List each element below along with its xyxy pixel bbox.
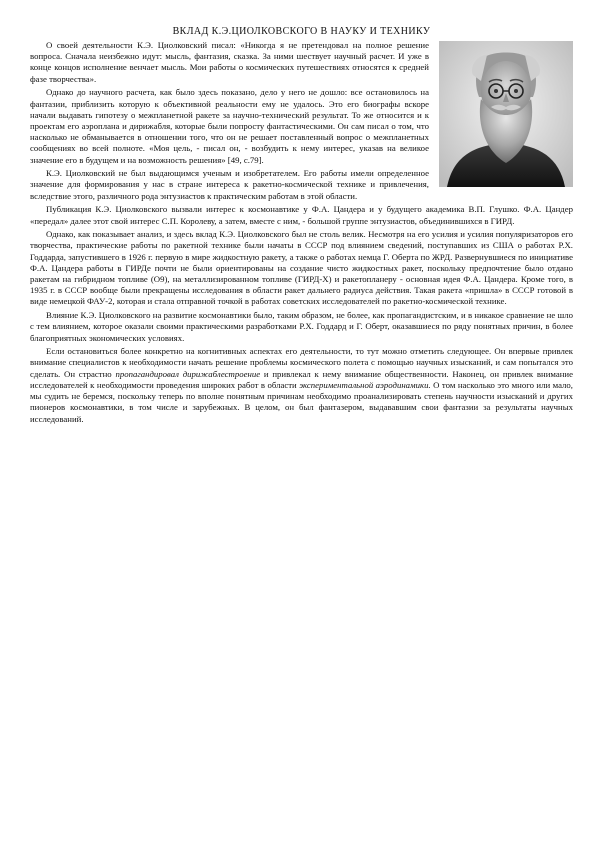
emphasis-airship: пропагандировал дирижаблестроение — [115, 368, 261, 379]
emphasis-aerodynamics: экспериментальной аэродинамики. — [299, 379, 431, 390]
paragraph-3: К.Э. Циолковский не был выдающимся ученым и изобретателем. Его работы имели определенное значение для формирования у нас в стране интереса к ракетно-космической технике и привлечения, вследствие этого, различного рода энтузиастов к практическим работам в этой области. — [30, 168, 429, 201]
paragraph-7-text-c: О том насколько это много или мало, мы судить не беремся, поскольку теперь по вполне понятным причинам необходимо проанализировать степень научности изысканий и других пионеров космонавтики, в том числе и зарубежных. В целом, он был фантазером, выдававшим свои фантазии за результаты научных исследований. — [30, 379, 573, 424]
paragraph-4: Публикация К.Э. Циолковского вызвали интерес к космонавтике у Ф.А. Цандера и у будущего академика В.П. Глушко. Ф.А. Цандер «передал» далее этот свой интерес С.П. Королеву, а затем, вместе с ним, - большой группе энтузиастов, объединившихся в ГИРД. — [30, 204, 573, 226]
paragraph-1: О своей деятельности К.Э. Циолковский писал: «Никогда я не претендовал на полное решение вопроса. Сначала неизбежно идут: мысль, фантазия, сказка. За ними шествует научный расчет. И уже в конце концов исполнение венчает мысль. Мои работы о космических путешествиях относятся к средней фазе творчества». — [30, 40, 429, 84]
paragraph-7-text-b: и привлекал к нему внимание общественности. Наконец, он привлек внимание исследователей к необходимости проведения широких работ в области — [30, 368, 573, 390]
paragraph-7 — [30, 346, 573, 424]
paragraph-7-text-a: Если остановиться более конкретно на когнитивных аспектах его деятельности, то тут можно отметить следующее. Он впервые привлек внимание специалистов к необходимости начать решение проблемы космического полета с помощью научных изысканий, и сам попытался это сделать. Он страстно — [30, 346, 573, 379]
paragraph-6: Влияние К.Э. Циолковского на развитие космонавтики было, таким образом, не более, как пропагандистским, и в никакое сравнение не шло с тем влиянием, которое оказали своими практическими разработками Р.Х. Годдард и Г. Оберт, оказавшиеся по ряду понятных причин, в более благоприятных экономических условиях. — [30, 310, 573, 343]
portrait-photo — [439, 41, 573, 187]
document-title: ВКЛАД К.Э.ЦИОЛКОВСКОГО В НАУКУ И ТЕХНИКУ — [172, 26, 431, 37]
paragraph-5: Однако, как показывает анализ, и здесь вклад К.Э. Циолковского был не столь велик. Несмотря на его усилия и усилия популяризаторов его творчества, практические работы по ракетной технике были начаты в СССР под влиянием сведений, поступавших из США о работах Р.Х. Годдарда, запустившего в 1926 г. первую в мире жидкостную ракету, а также о работах немца Г. Оберта по ЖРД. Развернувшиеся по инициативе Ф.А. Цандера работы в ГИРДе почти не были ориентированы на создание чисто жидкостных ракет, поскольку предпочтение было отдано ракетам на гибридном топливе (О9), на металлизированном топливе (ГИРД-Х) и ракетопланеру - основная идея Ф.А. Цандера. Кроме того, в 1935 г. в СССР вообще были прекращены исследования в области ракет дальнего радиуса действия. Такая ракета «пришла» в СССР готовой в виде немецкой ФАУ-2, которая и стала отправной точкой в работах советских исследователей по ракетно-космической технике. — [30, 229, 573, 307]
paragraph-2: Однако до научного расчета, как было здесь показано, дело у него не дошло: все остановилось на фантазии, приблизить которую к объективной реальности ему не удалось. Это его биографы вскоре начали выдавать гипотезу о межпланетной ракете за научно-технический результат. То же относится и к проектам его аэроплана и дирижабля, которые были попросту фантастическими. Он сам писал о том, что насколько не обманывается в отношении того, что он не решает поставленный вопрос о межпланетных сообщениях во всей полноте. «Моя цель, - писал он, - возбудить к нему интерес, указав на великое значение его в будущем и на возможность решения» [49, с.79]. — [30, 87, 429, 165]
